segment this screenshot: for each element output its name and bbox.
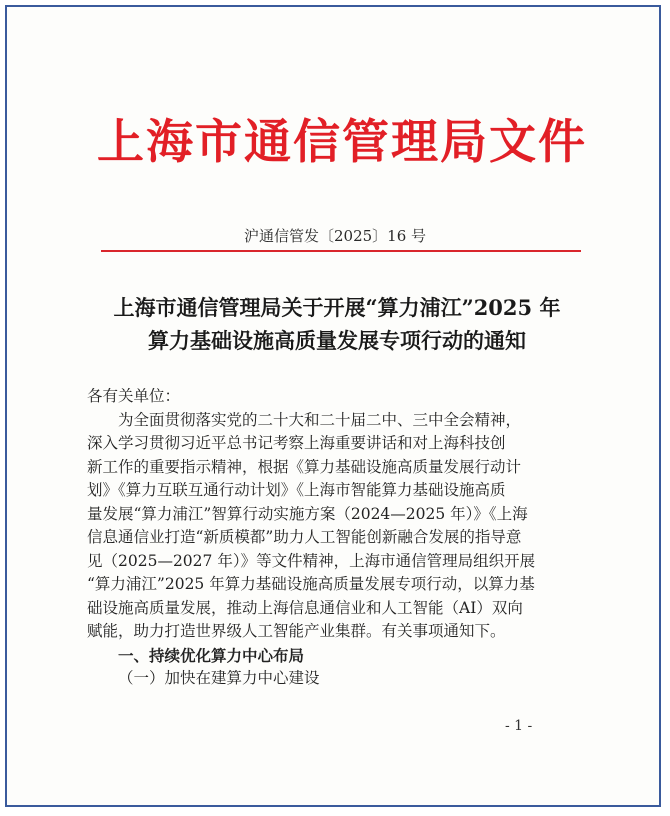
red-divider xyxy=(101,250,581,252)
title-line-1: 上海市通信管理局关于开展“算力浦江”2025 年 xyxy=(113,295,561,320)
document-body xyxy=(87,385,587,691)
page-number: - 1 - xyxy=(505,718,533,734)
document-page xyxy=(5,5,661,807)
body-line: 信息通信业打造“新质模都”助力人工智能创新融合发展的指导意 xyxy=(87,528,522,546)
title-line-2: 算力基础设施高质量发展专项行动的通知 xyxy=(148,328,526,353)
section-heading: 一、持续优化算力中心布局 xyxy=(118,645,305,665)
body-line: 划》《算力互联互通行动计划》《上海市智能算力基础设施高质 xyxy=(87,481,506,499)
document-number: 沪通信管发〔2025〕16 号 xyxy=(243,227,427,245)
document-title xyxy=(67,291,607,357)
salutation: 各有关单位： xyxy=(87,387,181,405)
body-line: 量发展“算力浦江”智算行动实施方案（2024—2025 年）》《上海 xyxy=(87,504,528,523)
body-line: 赋能，助力打造世界级人工智能产业集群。有关事项通知下。 xyxy=(87,622,506,640)
body-line: “算力浦江”2025 年算力基础设施高质量发展专项行动，以算力基 xyxy=(87,575,535,593)
sub-heading: （一）加快在建算力中心建设 xyxy=(118,669,320,687)
body-line: 为全面贯彻落实党的二十大和二十届二中、三中全会精神， xyxy=(118,410,522,429)
body-line: 础设施高质量发展，推动上海信息通信业和人工智能（AI）双向 xyxy=(87,598,523,617)
body-line: 见（2025—2027 年）》等文件精神，上海市通信管理局组织开展 xyxy=(87,551,536,570)
body-line: 新工作的重要指示精神，根据《算力基础设施高质量发展行动计 xyxy=(87,457,522,476)
issuer-header: 上海市通信管理局文件 xyxy=(97,115,587,170)
body-line: 深入学习贯彻习近平总书记考察上海重要讲话和对上海科技创 xyxy=(87,434,506,452)
